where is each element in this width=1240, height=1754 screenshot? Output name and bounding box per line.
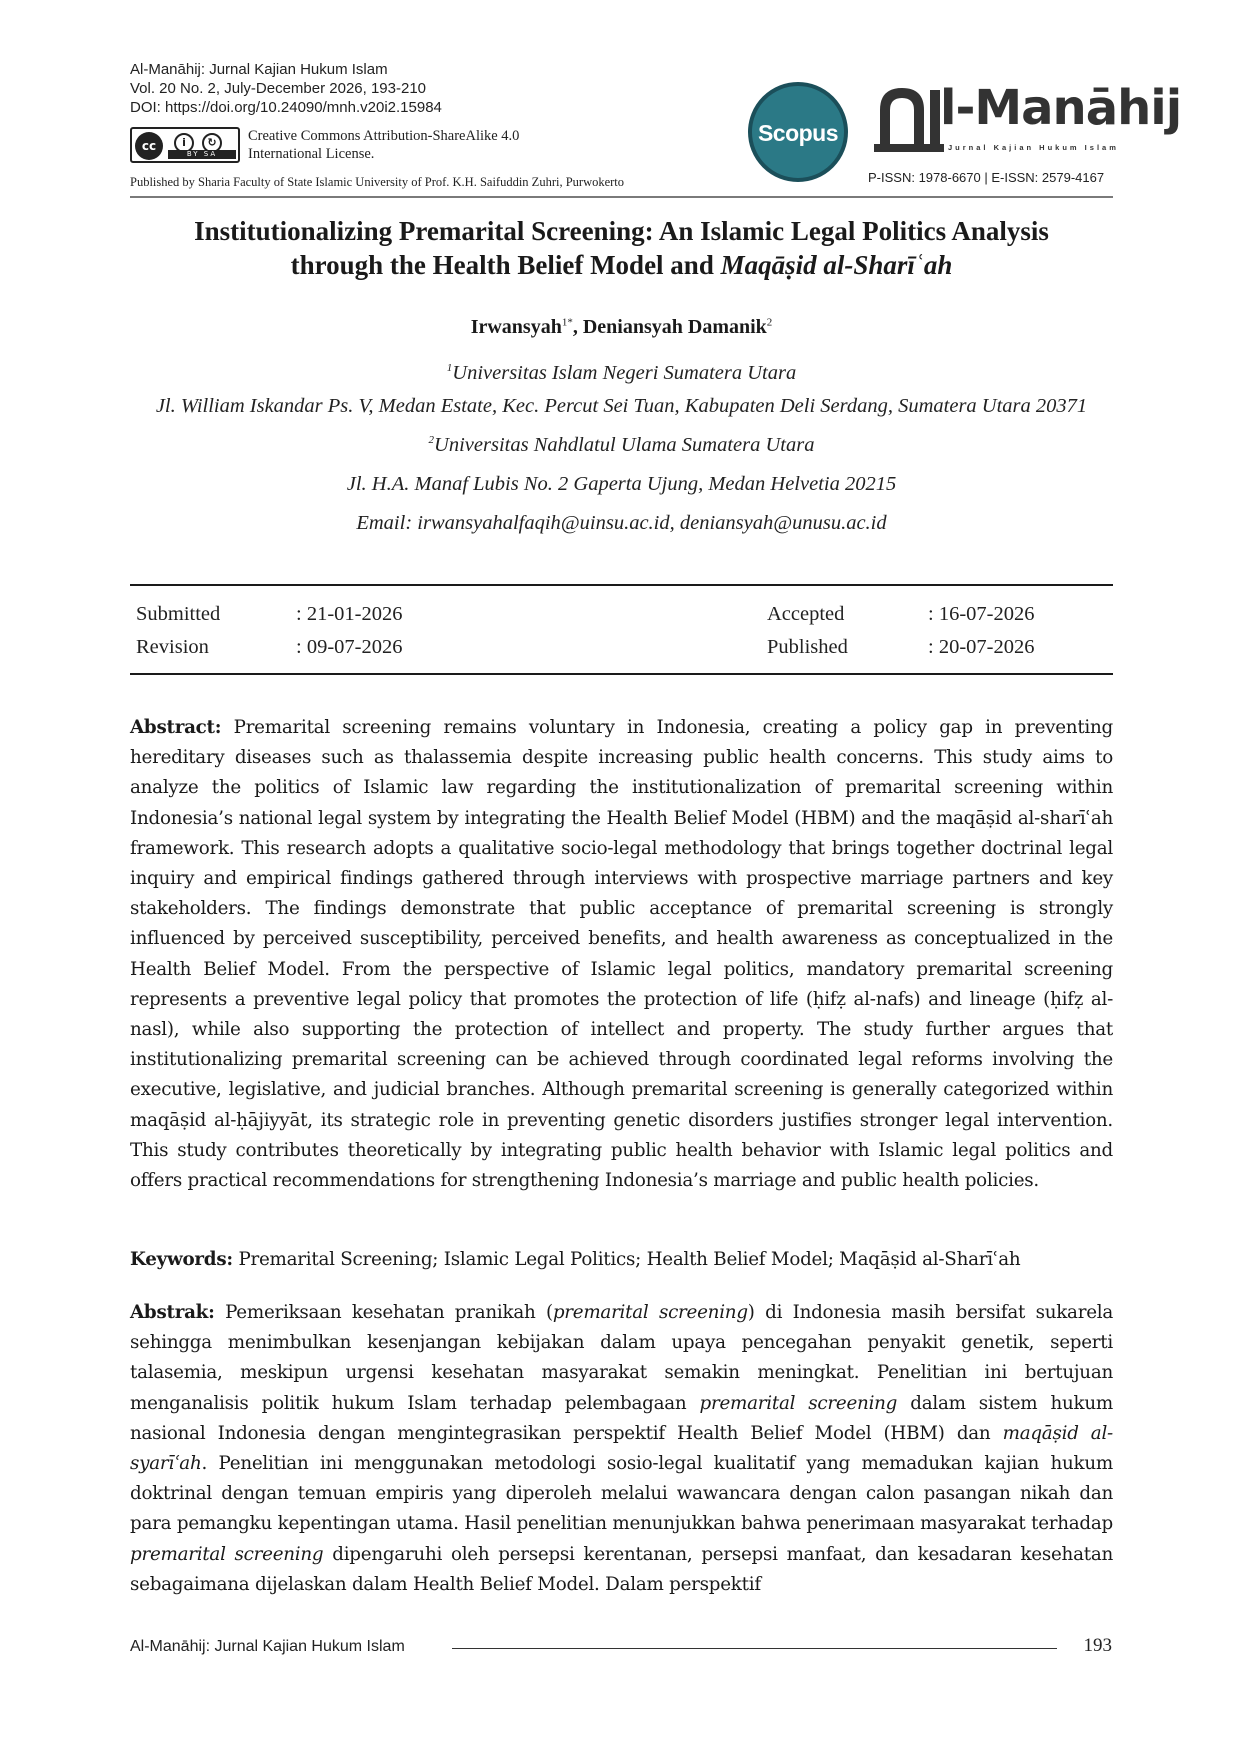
publisher-line: Published by Sharia Faculty of State Islamic University of Prof. K.H. Saifuddin Zuhri, Purwokerto (130, 175, 625, 189)
abstract-label: Abstract: (130, 717, 222, 738)
accepted-date: : 16-07-2026 (928, 603, 1035, 625)
author-name: Deniansyah Damanik (582, 316, 767, 338)
abstrak-label: Abstrak: (130, 1302, 215, 1323)
author-name: Irwansyah (470, 316, 562, 338)
revision-label: Revision (136, 636, 209, 658)
abstrak-paragraph: Abstrak: Pemeriksaan kesehatan pranikah (premarital screening) di Indonesia masih bersifat sukarela sehingga menimbulkan kesenjangan kebijakan dalam upaya pencegahan penyakit genetik, seperti talasemia, meskipun urgensi kesehatan masyarakat semakin meningkat. Penelitian ini bertujuan menganalisis politik hukum Islam terhadap pelembagaan premarital screening dalam sistem hukum nasional Indonesia dengan mengintegrasikan perspektif Health Belief Model (HBM) dan maqāṣid al-syarīʿah. Penelitian ini menggunakan metodologi sosio-legal kualitatif yang memadukan kajian hukum doktrinal dengan temuan empiris yang diperoleh melalui wawancara dengan calon pasangan nikah dan para pemangku kepentingan utama. Hasil penelitian menunjukkan bahwa penerimaan masyarakat terhadap premarital screening dipengaruhi oleh persepsi kerentanan, persepsi manfaat, dan kesadaran kesehatan sebagaimana dijelaskan dalam Health Belief Model. Dalam perspektif (130, 1302, 1114, 1595)
abstract-text: Premarital screening remains voluntary in Indonesia, creating a policy gap in preventing hereditary diseases such as thalassemia despite increasing public health concerns. This study aims to analyze the politics of Islamic law regarding the institutionalization of premarital screening within Indonesia’s national legal system by integrating the Health Belief Model (HBM) and the maqāṣid al-sharīʿah framework. This research adopts a qualitative socio-legal methodology that brings together doctrinal legal inquiry and empirical findings gathered through interviews with prospective marriage partners and key stakeholders. The findings demonstrate that public acceptance of premarital screening is strongly influenced by perceived susceptibility, perceived benefits, and health awareness as conceptualized in the Health Belief Model. From the perspective of Islamic legal politics, mandatory premarital screening represents a preventive legal policy that promotes the protection of life (ḥifẓ al-nafs) and lineage (ḥifẓ al-nasl), while also supporting the protection of intellect and property. The study further argues that institutionalizing premarital screening can be achieved through coordinated legal reforms involving the executive, legislative, and judicial branches. Although premarital screening is generally categorized within maqāṣid al-ḥājiyyāt, its strategic role in preventing genetic disorders justifies stronger legal intervention. This study contributes theoretically by integrating public health behavior with Islamic legal politics and offers practical recommendations for strengthening Indonesia’s marriage and public health policies. (130, 717, 1113, 1192)
abstract-paragraph (130, 713, 1113, 1196)
journal-volume: Vol. 20 No. 2, July-December 2026, 193-210 (130, 80, 427, 97)
author-email[interactable]: Email: irwansyahalfaqih@uinsu.ac.id, deniansyah@unusu.ac.id (356, 512, 887, 534)
journal-header-info (130, 60, 730, 117)
header-divider (130, 196, 1113, 198)
cc-by-sa-icon[interactable]: cc i ↻ BY SA (130, 127, 240, 163)
published-date: : 20-07-2026 (928, 636, 1035, 658)
affiliation-1-address: Jl. William Iskandar Ps. V, Medan Estate, Kec. Percut Sei Tuan, Kabupaten Deli Serdang, Sumatera Utara 20371 (155, 395, 1088, 417)
keywords-paragraph (130, 1245, 1113, 1275)
submitted-label: Submitted (136, 603, 221, 625)
author-list: Irwansyah$^{1*}$, Deniansyah Damanik$^2$ (470, 316, 773, 338)
keywords-label: Keywords: (130, 1249, 233, 1270)
al-manahij-logo-icon (874, 80, 944, 156)
license-text: Creative Commons Attribution-ShareAlike 4.0 International License. (248, 128, 520, 162)
keywords-text: Premarital Screening; Islamic Legal Politics; Health Belief Model; Maqāṣid al-Sharīʿah (238, 1249, 1021, 1270)
page-number: 193 (1083, 1635, 1112, 1656)
accepted-label: Accepted (767, 603, 845, 625)
al-manahij-logo-text: l-Manāhij (940, 80, 1182, 136)
published-label: Published (767, 636, 848, 658)
journal-name: Al-Manāhij: Jurnal Kajian Hukum Islam (130, 61, 388, 78)
affiliation-2-address: Jl. H.A. Manaf Lubis No. 2 Gaperta Ujung, Medan Helvetia 20215 (346, 473, 897, 495)
article-title: Institutionalizing Premarital Screening: An Islamic Legal Politics Analysis through the Health Belief Model and Maqāṣid al-Sharīʿah (194, 216, 1049, 280)
submitted-date: : 21-01-2026 (296, 603, 403, 625)
dates-bottom-rule (130, 673, 1113, 675)
al-manahij-logo-subtitle: Jurnal Kajian Hukum Islam (948, 143, 1119, 152)
journal-doi[interactable]: DOI: https://doi.org/10.24090/mnh.v20i2.15984 (130, 99, 442, 116)
footer-journal-name: Al-Manāhij: Jurnal Kajian Hukum Islam (130, 1638, 405, 1655)
revision-date: : 09-07-2026 (296, 636, 403, 658)
issn-line: P-ISSN: 1978-6670 | E-ISSN: 2579-4167 (868, 170, 1105, 185)
affiliation-2: $^2$Universitas Nahdlatul Ulama Sumatera Utara (428, 434, 815, 456)
footer-divider (452, 1648, 1057, 1649)
dates-top-rule (130, 584, 1113, 586)
scopus-logo-icon: Scopus (748, 82, 848, 182)
affiliation-1: $^1$Universitas Islam Negeri Sumatera Utara (446, 362, 797, 384)
